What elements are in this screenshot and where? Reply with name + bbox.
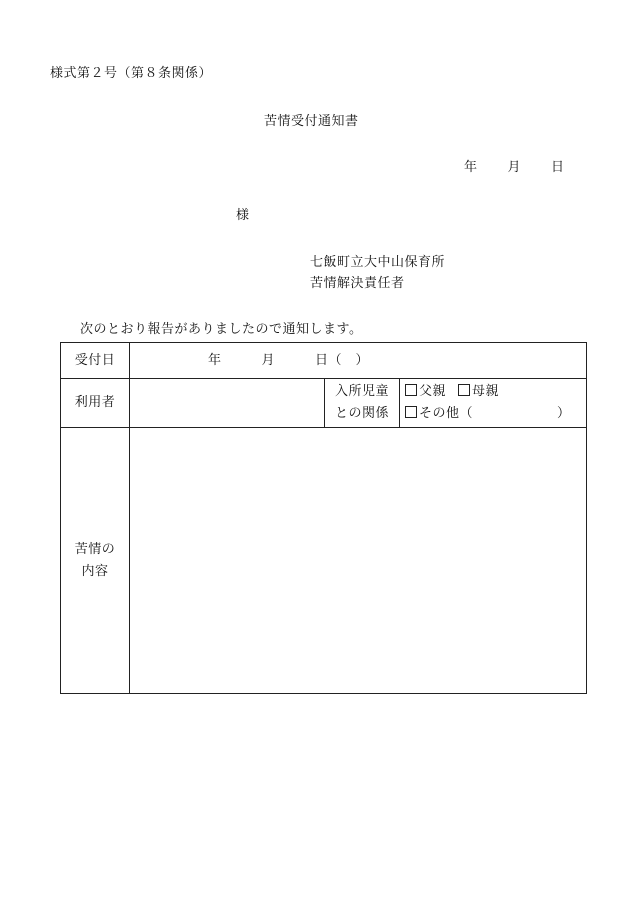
content-row — [61, 428, 587, 694]
user-label: 利用者 — [61, 379, 130, 428]
form-number: 様式第２号（第８条関係） — [50, 66, 213, 81]
date-day: 日 — [551, 160, 565, 175]
complaint-table — [60, 342, 587, 694]
relation-options — [400, 379, 587, 428]
sender-role: 苦情解決責任者 — [310, 276, 405, 291]
content-field[interactable] — [130, 428, 587, 694]
reception-day: 日（ ） — [315, 352, 370, 368]
mother-checkbox[interactable] — [458, 384, 470, 396]
other-label: その他 — [419, 406, 460, 421]
date-month: 月 — [507, 160, 522, 175]
issue-date — [464, 160, 565, 176]
user-row — [61, 379, 587, 428]
relation-label-line1: 入所児童 — [334, 384, 389, 399]
reception-month: 月 — [261, 352, 276, 368]
sender-organization: 七飯町立大中山保育所 — [310, 255, 446, 270]
reception-date-field[interactable] — [130, 343, 587, 379]
mother-label: 母親 — [472, 384, 500, 399]
user-field[interactable] — [130, 379, 325, 428]
other-paren-open: （ — [459, 406, 474, 421]
intro-text: 次のとおり報告がありましたので通知します。 — [80, 322, 363, 337]
addressee-suffix: 様 — [236, 208, 250, 223]
father-checkbox[interactable] — [405, 384, 417, 396]
reception-row — [61, 343, 587, 379]
content-label-line1: 苦情の — [74, 541, 116, 557]
relation-label-line2: との関係 — [334, 406, 389, 421]
content-label — [61, 428, 130, 694]
other-checkbox[interactable] — [405, 406, 417, 418]
relation-label — [325, 379, 400, 428]
content-label-line2: 内容 — [81, 563, 109, 579]
reception-label: 受付日 — [61, 343, 130, 379]
other-paren-close: ） — [557, 406, 571, 421]
date-year: 年 — [464, 160, 478, 175]
reception-year: 年 — [208, 352, 222, 368]
father-label: 父親 — [419, 384, 447, 399]
document-title: 苦情受付通知書 — [264, 114, 359, 129]
